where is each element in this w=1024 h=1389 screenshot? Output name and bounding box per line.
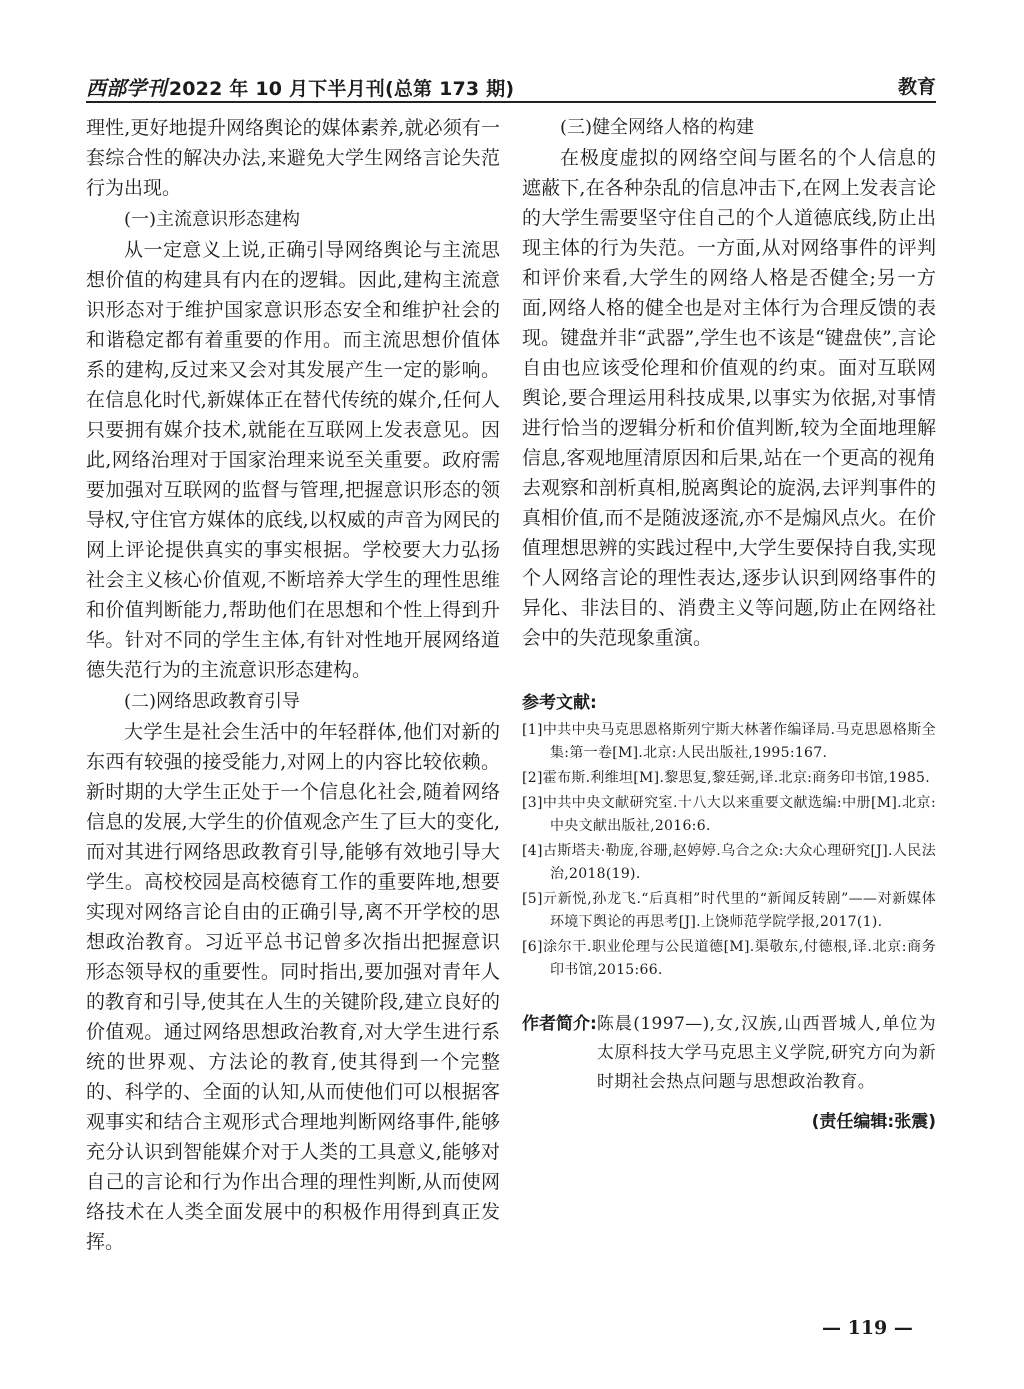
paragraph-1: 从一定意义上说,正确引导网络舆论与主流思想价值的构建具有内在的逻辑。因此,建构主流意识形态对于维护国家意识形态安全和维护社会的和谐稳定都有着重要的作用。而主流思想价值体系的建构,反过来又会对其发展产生一定的影响。在信息化时代,新媒体正在替代传统的媒介,任何人只要拥有媒介技术,就能在互联网上发表意见。因此,网络治理对于国家治理来说至关重要。政府需要加强对互联网的监督与管理,把握意识形态的领导权,守住官方媒体的底线,以权威的声音为网民的网上评论提供真实的事实根据。学校要大力弘扬社会主义核心价值观,不断培养大学生的理性思维和价值判断能力,帮助他们在思想和个性上得到升华。针对不同的学生主体,有针对性地开展网络道德失范行为的主流意识形态建构。: [86, 239, 500, 681]
header-rule: [86, 101, 936, 103]
section-heading-1: (一)主流意识形态建构: [124, 209, 301, 230]
author-text: 陈晨(1997—),女,汉族,山西晋城人,单位为太原科技大学马克思主义学院,研究方向为新时期社会热点问题与思想政治教育。: [596, 1014, 936, 1092]
page-number: — 119 —: [822, 1317, 913, 1339]
left-column: [86, 113, 500, 1257]
reference-item: [1]中共中央马克思恩格斯列宁斯大林著作编译局.马克思恩格斯全集:第一卷[M].北京:人民出版社,1995:167.: [522, 722, 936, 761]
right-column: [522, 113, 936, 1132]
reference-item: [4]古斯塔夫·勒庞,谷珊,赵婷婷.乌合之众:大众心理研究[J].人民法治,2018(19).: [522, 843, 936, 882]
section-heading-2: (二)网络思政教育引导: [124, 691, 301, 712]
author-bio: [522, 1010, 936, 1097]
reference-item: [5]亓新悦,孙龙飞.“后真相”时代里的“新闻反转剧”——对新媒体环境下舆论的再思考[J].上饶师范学院学报,2017(1).: [522, 891, 936, 930]
responsible-editor: (责任编辑:张震): [811, 1112, 936, 1132]
journal-issue-line: [86, 72, 514, 101]
reference-item: [3]中共中央文献研究室.十八大以来重要文献选编:中册[M].北京:中央文献出版社,2016:6.: [522, 795, 936, 834]
section-heading-3: (三)健全网络人格的构建: [560, 117, 755, 138]
author-label: 作者简介:: [522, 1014, 597, 1034]
intro-paragraph: 理性,更好地提升网络舆论的媒体素养,就必须有一套综合性的解决办法,来避免大学生网络言论失范行为出现。: [86, 117, 500, 199]
reference-item: [2]霍布斯.利维坦[M].黎思复,黎廷弼,译.北京:商务印书馆,1985.: [522, 770, 930, 786]
references-title: 参考文献:: [522, 693, 597, 713]
running-header: [86, 72, 936, 102]
paragraph-2: 大学生是社会生活中的年轻群体,他们对新的东西有较强的接受能力,对网上的内容比较依赖。新时期的大学生正处于一个信息化社会,随着网络信息的发展,大学生的价值观念产生了巨大的变化,而对其进行网络思政教育引导,能够有效地引导大学生。高校校园是高校德育工作的重要阵地,想要实现对网络言论自由的正确引导,离不开学校的思想政治教育。习近平总书记曾多次指出把握意识形态领导权的重要性。同时指出,要加强对青年人的教育和引导,使其在人生的关键阶段,建立良好的价值观。通过网络思想政治教育,对大学生进行系统的世界观、方法论的教育,使其得到一个完整的、科学的、全面的认知,从而使他们可以根据客观事实和结合主观形式合理地判断网络事件,能够充分认识到智能媒介对于人类的工具意义,能够对自己的言论和行为作出合理的理性判断,从而使网络技术在人类全面发展中的积极作用得到真正发挥。: [86, 721, 500, 1253]
section-name: 教育: [897, 76, 936, 98]
reference-item: [6]涂尔干.职业伦理与公民道德[M].渠敬东,付德根,译.北京:商务印书馆,2015:66.: [522, 939, 936, 978]
journal-logo: 西部学刊: [86, 76, 167, 100]
paragraph-3: 在极度虚拟的网络空间与匿名的个人信息的遮蔽下,在各种杂乱的信息冲击下,在网上发表言论的大学生需要坚守住自己的个人道德底线,防止出现主体的行为失范。一方面,从对网络事件的评判和评价来看,大学生的网络人格是否健全;另一方面,网络人格的健全也是对主体行为合理反馈的表现。键盘并非“武器”,学生也不该是“键盘侠”,言论自由也应该受伦理和价值观的约束。面对互联网舆论,要合理运用科技成果,以事实为依据,对事情进行恰当的逻辑分析和价值判断,较为全面地理解信息,客观地厘清原因和后果,站在一个更高的视角去观察和剖析真相,脱离舆论的旋涡,去评判事件的真相价值,而不是随波逐流,亦不是煽风点火。在价值理想思辨的实践过程中,大学生要保持自我,实现个人网络言论的理性表达,逐步认识到网络事件的异化、非法目的、消费主义等问题,防止在网络社会中的失范现象重演。: [522, 147, 936, 649]
issue-info: 2022 年 10 月下半月刊(总第 173 期): [168, 78, 515, 100]
